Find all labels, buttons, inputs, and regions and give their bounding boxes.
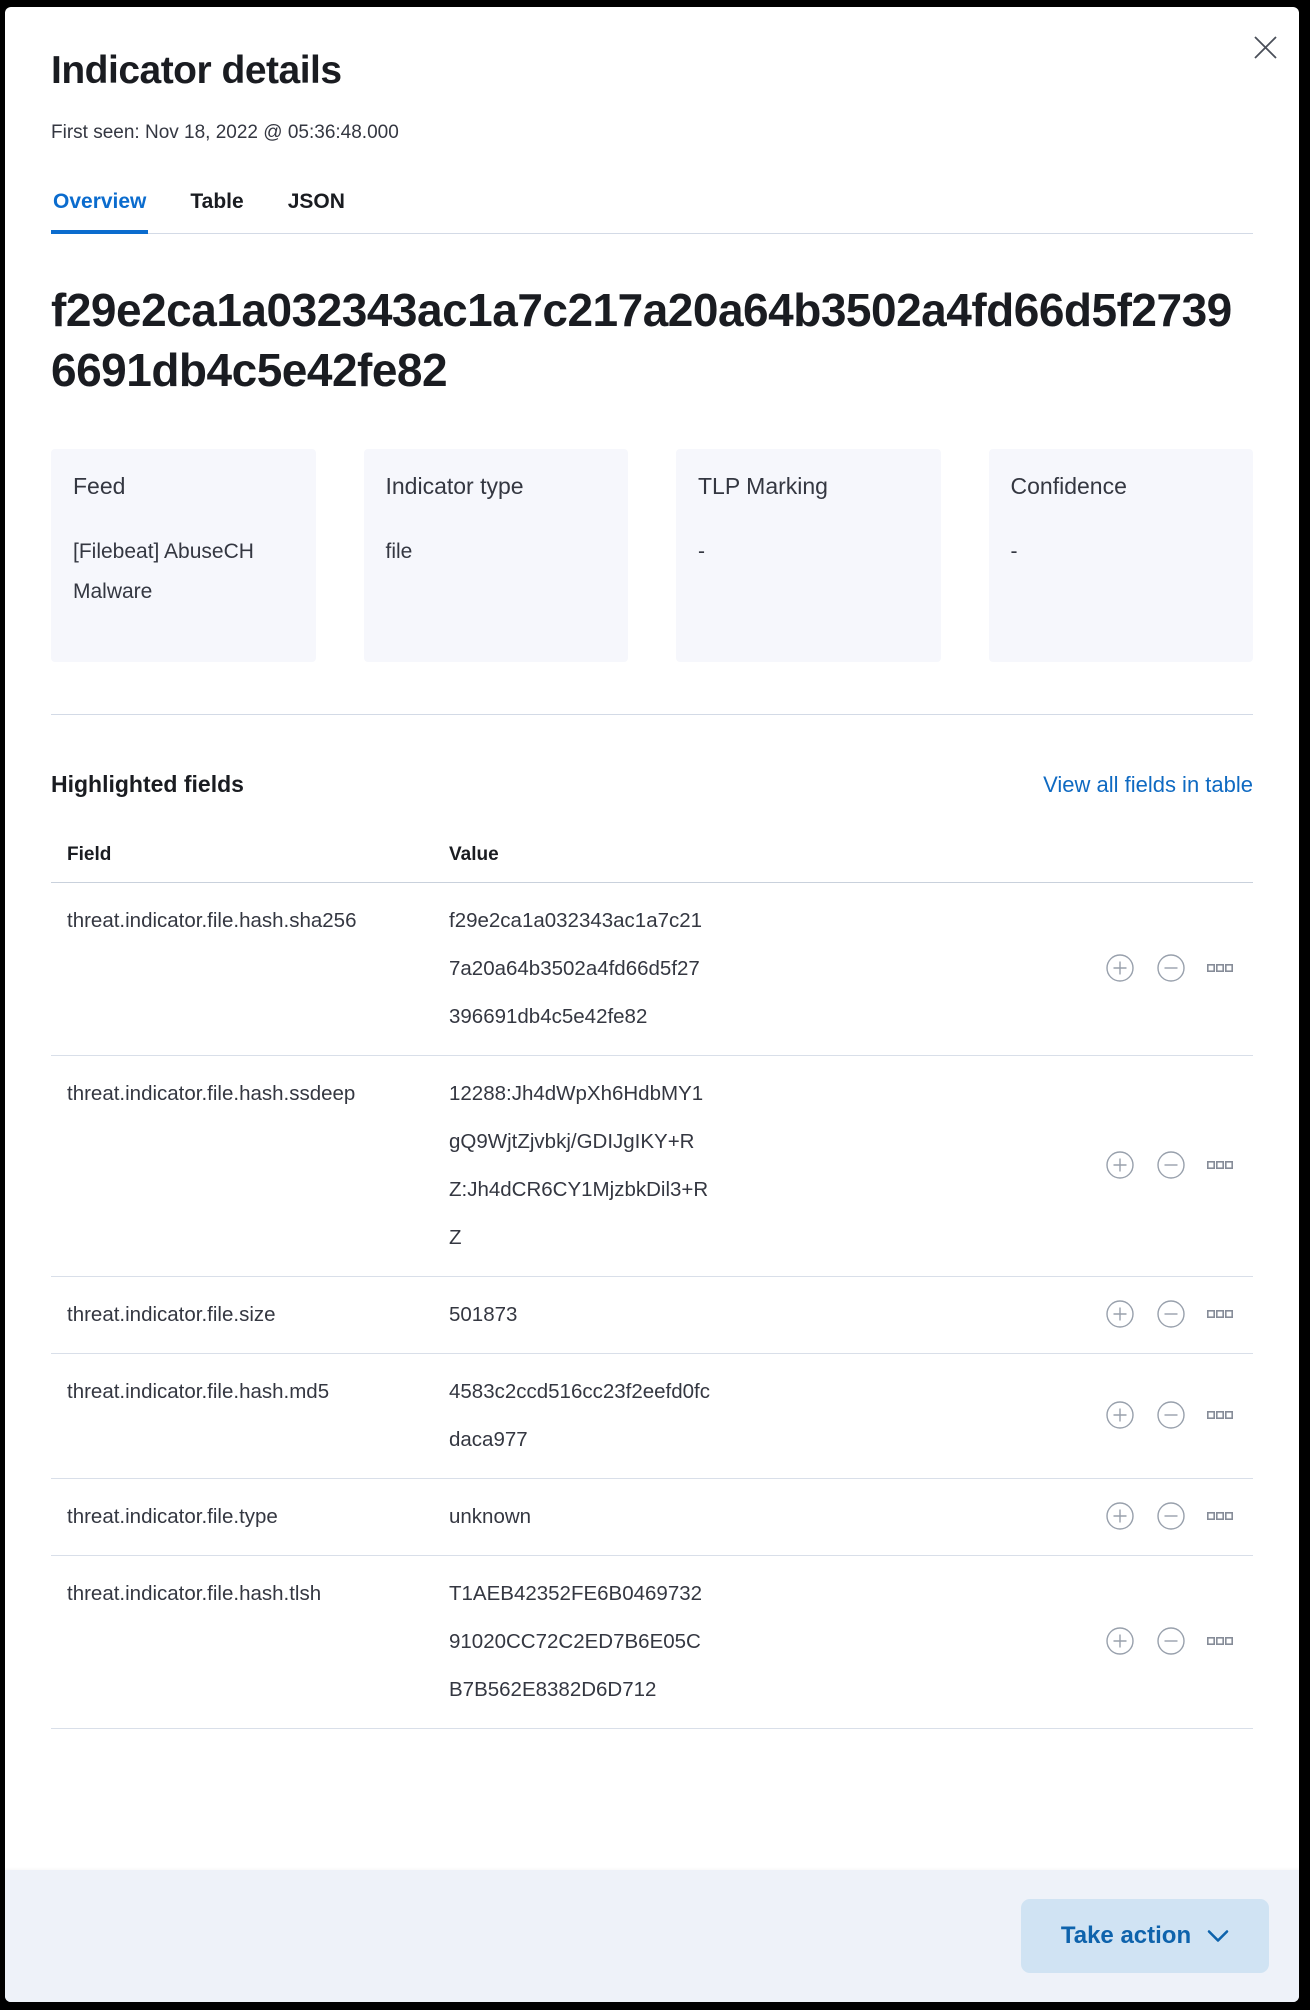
field-value-cell: unknown bbox=[449, 1505, 532, 1529]
boxes-horizontal-icon bbox=[1207, 1308, 1233, 1323]
filter-in-button[interactable] bbox=[1105, 1501, 1135, 1534]
take-action-label: Take action bbox=[1060, 1922, 1192, 1949]
field-value-cell: T1AEB42352FE6B046973291020CC72C2ED7B6E05CB7B562E8382D6D712 bbox=[449, 1582, 703, 1702]
filter-in-button[interactable] bbox=[1105, 953, 1135, 986]
filter-out-button[interactable] bbox=[1156, 953, 1186, 986]
chevron-down-icon bbox=[1207, 1922, 1229, 1950]
field-column-header: Field bbox=[67, 844, 112, 866]
indicator-details-flyout bbox=[5, 7, 1299, 2002]
first-seen-timestamp: First seen: Nov 18, 2022 @ 05:36:48.000 bbox=[51, 121, 399, 143]
filter-out-button[interactable] bbox=[1156, 1299, 1186, 1332]
filter-in-button[interactable] bbox=[1105, 1299, 1135, 1332]
confidence-card-value: - bbox=[1010, 540, 1018, 564]
feed-card bbox=[51, 449, 316, 662]
summary-cards bbox=[51, 449, 1253, 662]
field-name-cell: threat.indicator.file.hash.ssdeep bbox=[67, 1082, 356, 1106]
highlighted-fields-heading: Highlighted fields bbox=[51, 771, 244, 798]
feed-card-label: Feed bbox=[73, 473, 126, 500]
row-actions bbox=[1105, 1150, 1253, 1183]
field-name-cell: threat.indicator.file.size bbox=[67, 1303, 276, 1327]
indicator-type-card bbox=[364, 449, 629, 662]
filter-out-button[interactable] bbox=[1156, 1150, 1186, 1183]
more-actions-button[interactable] bbox=[1207, 1159, 1233, 1174]
close-button[interactable] bbox=[1247, 31, 1283, 67]
filter-out-button[interactable] bbox=[1156, 1626, 1186, 1659]
field-value-cell: f29e2ca1a032343ac1a7c217a20a64b3502a4fd66d5f27396691db4c5e42fe82 bbox=[449, 909, 703, 1029]
take-action-button[interactable] bbox=[1021, 1899, 1269, 1973]
tlp-marking-card-label: TLP Marking bbox=[698, 473, 828, 500]
more-actions-button[interactable] bbox=[1207, 962, 1233, 977]
plus-in-circle-icon bbox=[1105, 1626, 1135, 1659]
row-actions bbox=[1105, 953, 1253, 986]
value-column-header: Value bbox=[449, 844, 499, 866]
plus-in-circle-icon bbox=[1105, 953, 1135, 986]
table-header-row bbox=[51, 844, 1253, 883]
indicator-type-card-label: Indicator type bbox=[385, 473, 524, 500]
confidence-card-label: Confidence bbox=[1010, 473, 1127, 500]
row-actions bbox=[1105, 1299, 1253, 1332]
boxes-horizontal-icon bbox=[1207, 1510, 1233, 1525]
table-rows bbox=[51, 883, 1253, 1729]
filter-in-button[interactable] bbox=[1105, 1150, 1135, 1183]
more-actions-button[interactable] bbox=[1207, 1308, 1233, 1323]
tab-json[interactable]: JSON bbox=[286, 180, 347, 234]
plus-in-circle-icon bbox=[1105, 1150, 1135, 1183]
tab-table[interactable]: Table bbox=[188, 180, 245, 234]
filter-in-button[interactable] bbox=[1105, 1626, 1135, 1659]
table-row bbox=[51, 1354, 1253, 1479]
field-value-cell: 501873 bbox=[449, 1303, 518, 1327]
row-actions bbox=[1105, 1501, 1253, 1534]
field-name-cell: threat.indicator.file.hash.tlsh bbox=[67, 1582, 322, 1606]
field-value-cell: 12288:Jh4dWpXh6HdbMY1gQ9WjtZjvbkj/GDIJgIKY+RZ:Jh4dCR6CY1MjzbkDil3+RZ bbox=[449, 1082, 709, 1250]
boxes-horizontal-icon bbox=[1207, 1159, 1233, 1174]
row-actions bbox=[1105, 1400, 1253, 1433]
minus-in-circle-icon bbox=[1156, 1626, 1186, 1659]
tab-overview[interactable]: Overview bbox=[51, 180, 148, 234]
confidence-card bbox=[989, 449, 1254, 662]
field-name-cell: threat.indicator.file.hash.md5 bbox=[67, 1380, 330, 1404]
filter-in-button[interactable] bbox=[1105, 1400, 1135, 1433]
table-row bbox=[51, 883, 1253, 1056]
more-actions-button[interactable] bbox=[1207, 1409, 1233, 1424]
boxes-horizontal-icon bbox=[1207, 1409, 1233, 1424]
flyout-header bbox=[5, 7, 1299, 234]
tlp-marking-card-value: - bbox=[698, 540, 705, 564]
indicator-type-card-value: file bbox=[385, 540, 413, 564]
row-actions bbox=[1105, 1626, 1253, 1659]
minus-in-circle-icon bbox=[1156, 1400, 1186, 1433]
plus-in-circle-icon bbox=[1105, 1400, 1135, 1433]
minus-in-circle-icon bbox=[1156, 1150, 1186, 1183]
more-actions-button[interactable] bbox=[1207, 1635, 1233, 1650]
plus-in-circle-icon bbox=[1105, 1501, 1135, 1534]
page-title: Indicator details bbox=[51, 49, 342, 92]
boxes-horizontal-icon bbox=[1207, 962, 1233, 977]
table-row bbox=[51, 1056, 1253, 1277]
flyout-footer bbox=[5, 1870, 1299, 2002]
more-actions-button[interactable] bbox=[1207, 1510, 1233, 1525]
flyout-body bbox=[5, 280, 1299, 1729]
table-row bbox=[51, 1556, 1253, 1729]
feed-card-value: [Filebeat] AbuseCH Malware bbox=[73, 540, 254, 604]
table-row bbox=[51, 1479, 1253, 1556]
minus-in-circle-icon bbox=[1156, 1501, 1186, 1534]
filter-out-button[interactable] bbox=[1156, 1400, 1186, 1433]
minus-in-circle-icon bbox=[1156, 1299, 1186, 1332]
highlighted-fields-table bbox=[51, 844, 1253, 1729]
filter-out-button[interactable] bbox=[1156, 1501, 1186, 1534]
field-name-cell: threat.indicator.file.hash.sha256 bbox=[67, 909, 357, 933]
close-icon bbox=[1254, 36, 1277, 62]
plus-in-circle-icon bbox=[1105, 1299, 1135, 1332]
boxes-horizontal-icon bbox=[1207, 1635, 1233, 1650]
tlp-marking-card bbox=[676, 449, 941, 662]
indicator-value-heading: f29e2ca1a032343ac1a7c217a20a64b3502a4fd66d5f27396691db4c5e42fe82 bbox=[51, 283, 1232, 397]
section-divider bbox=[51, 714, 1253, 715]
minus-in-circle-icon bbox=[1156, 953, 1186, 986]
field-value-cell: 4583c2ccd516cc23f2eefd0fcdaca977 bbox=[449, 1380, 711, 1452]
field-name-cell: threat.indicator.file.type bbox=[67, 1505, 278, 1529]
view-all-fields-link[interactable]: View all fields in table bbox=[1043, 772, 1253, 798]
tab-bar bbox=[51, 180, 1253, 234]
table-row bbox=[51, 1277, 1253, 1354]
